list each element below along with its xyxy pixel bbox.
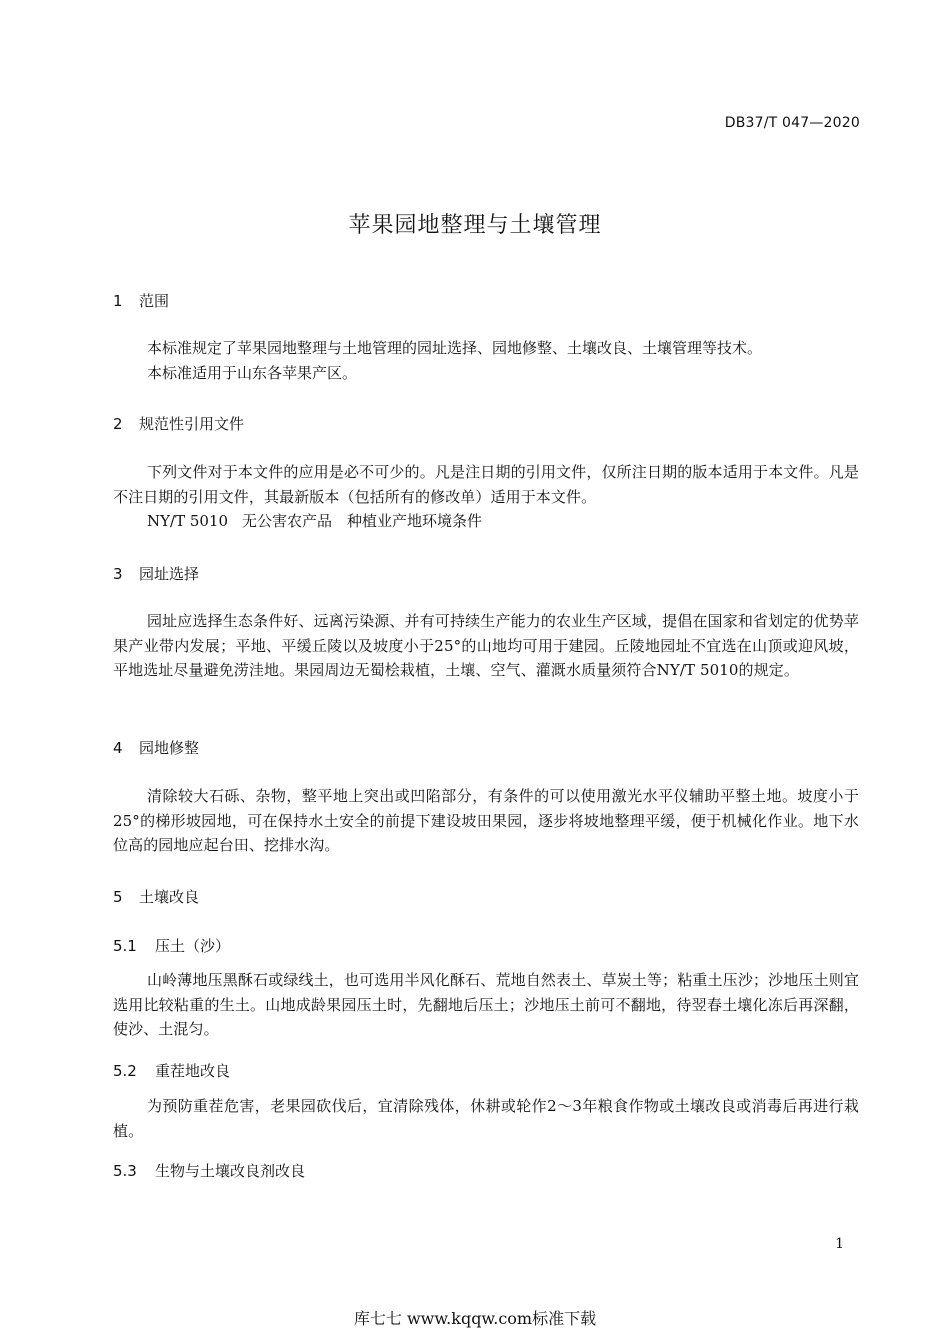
section-number: 1 [113, 292, 123, 310]
section-5-heading [113, 886, 199, 907]
section-title: 土壤改良 [139, 888, 200, 906]
section-4-heading [113, 737, 199, 758]
normative-reference [147, 509, 482, 534]
section-2-paragraph-1: 下列文件对于本文件的应用是必不可少的。凡是注日期的引用文件，仅所注日期的版本适用于本文件。凡是不注日期的引用文件，其最新版本（包括所有的修改单）适用于本文件。 [113, 463, 859, 506]
footer-watermark: 库七七 www.kqqw.com标准下载 [353, 1309, 597, 1328]
subsection-title: 生物与土壤改良剂改良 [155, 1162, 306, 1180]
subsection-5-2-heading [113, 1060, 230, 1081]
section-title: 范围 [139, 292, 170, 310]
page-number: 1 [835, 1236, 844, 1252]
subsection-5-2-paragraph: 为预防重茬危害，老果园砍伐后，宜清除残体，休耕或轮作2～3年粮食作物或土壤改良或消毒后再进行栽植。 [113, 1097, 859, 1140]
subsection-5-1-heading [113, 935, 230, 956]
section-1-paragraph-2: 本标准适用于山东各苹果产区。 [147, 364, 358, 382]
subsection-title: 压土（沙） [155, 937, 231, 955]
section-3-heading [113, 563, 199, 584]
section-title: 园地修整 [139, 739, 200, 757]
document-number: DB37/T 047—2020 [724, 115, 860, 131]
section-number: 3 [113, 565, 123, 583]
section-title: 园址选择 [139, 565, 200, 583]
section-1-heading [113, 290, 169, 311]
section-3-paragraph-1: 园址应选择生态条件好、远离污染源、并有可持续生产能力的农业生产区域，提倡在国家和省划定的优势苹果产业带内发展；平地、平缓丘陵以及坡度小于25°的山地均可用于建园。丘陵地园址不宜选在山顶或迎风坡，平地选址尽量避免涝洼地。果园周边无蜀桧栽植，土壤、空气、灌溉水质量须符合NY/T 5010的规定。 [113, 612, 859, 679]
section-1-paragraph-1: 本标准规定了苹果园地整理与土地管理的园址选择、园地修整、土壤改良、土壤管理等技术。 [147, 339, 763, 357]
section-number: 2 [113, 415, 123, 433]
subsection-title: 重茬地改良 [155, 1062, 231, 1080]
reference-title: 无公害农产品 种植业产地环境条件 [242, 512, 483, 530]
reference-code: NY/T 5010 [147, 512, 229, 530]
subsection-number: 5.1 [113, 937, 137, 955]
section-number: 5 [113, 888, 123, 906]
subsection-5-1-paragraph: 山岭薄地压黑酥石或绿线土，也可选用半风化酥石、荒地自然表土、草炭土等；粘重土压沙；沙地压土则宜选用比较粘重的生土。山地成龄果园压土时，先翻地后压土；沙地压土前可不翻地，待翌春土壤化冻后再深翻，使沙、土混匀。 [113, 971, 859, 1038]
section-number: 4 [113, 739, 123, 757]
subsection-5-3-heading [113, 1160, 305, 1181]
section-title: 规范性引用文件 [139, 415, 245, 433]
page-title: 苹果园地整理与土壤管理 [348, 213, 602, 238]
subsection-number: 5.2 [113, 1062, 137, 1080]
subsection-number: 5.3 [113, 1162, 137, 1180]
section-4-paragraph-1: 清除较大石砾、杂物，整平地上突出或凹陷部分，有条件的可以使用激光水平仪辅助平整土地。坡度小于25°的梯形坡园地，可在保持水土安全的前提下建设坡田果园，逐步将坡地整理平缓，便于机械化作业。地下水位高的园地应起台田、挖排水沟。 [113, 787, 859, 854]
section-2-heading [113, 413, 244, 434]
